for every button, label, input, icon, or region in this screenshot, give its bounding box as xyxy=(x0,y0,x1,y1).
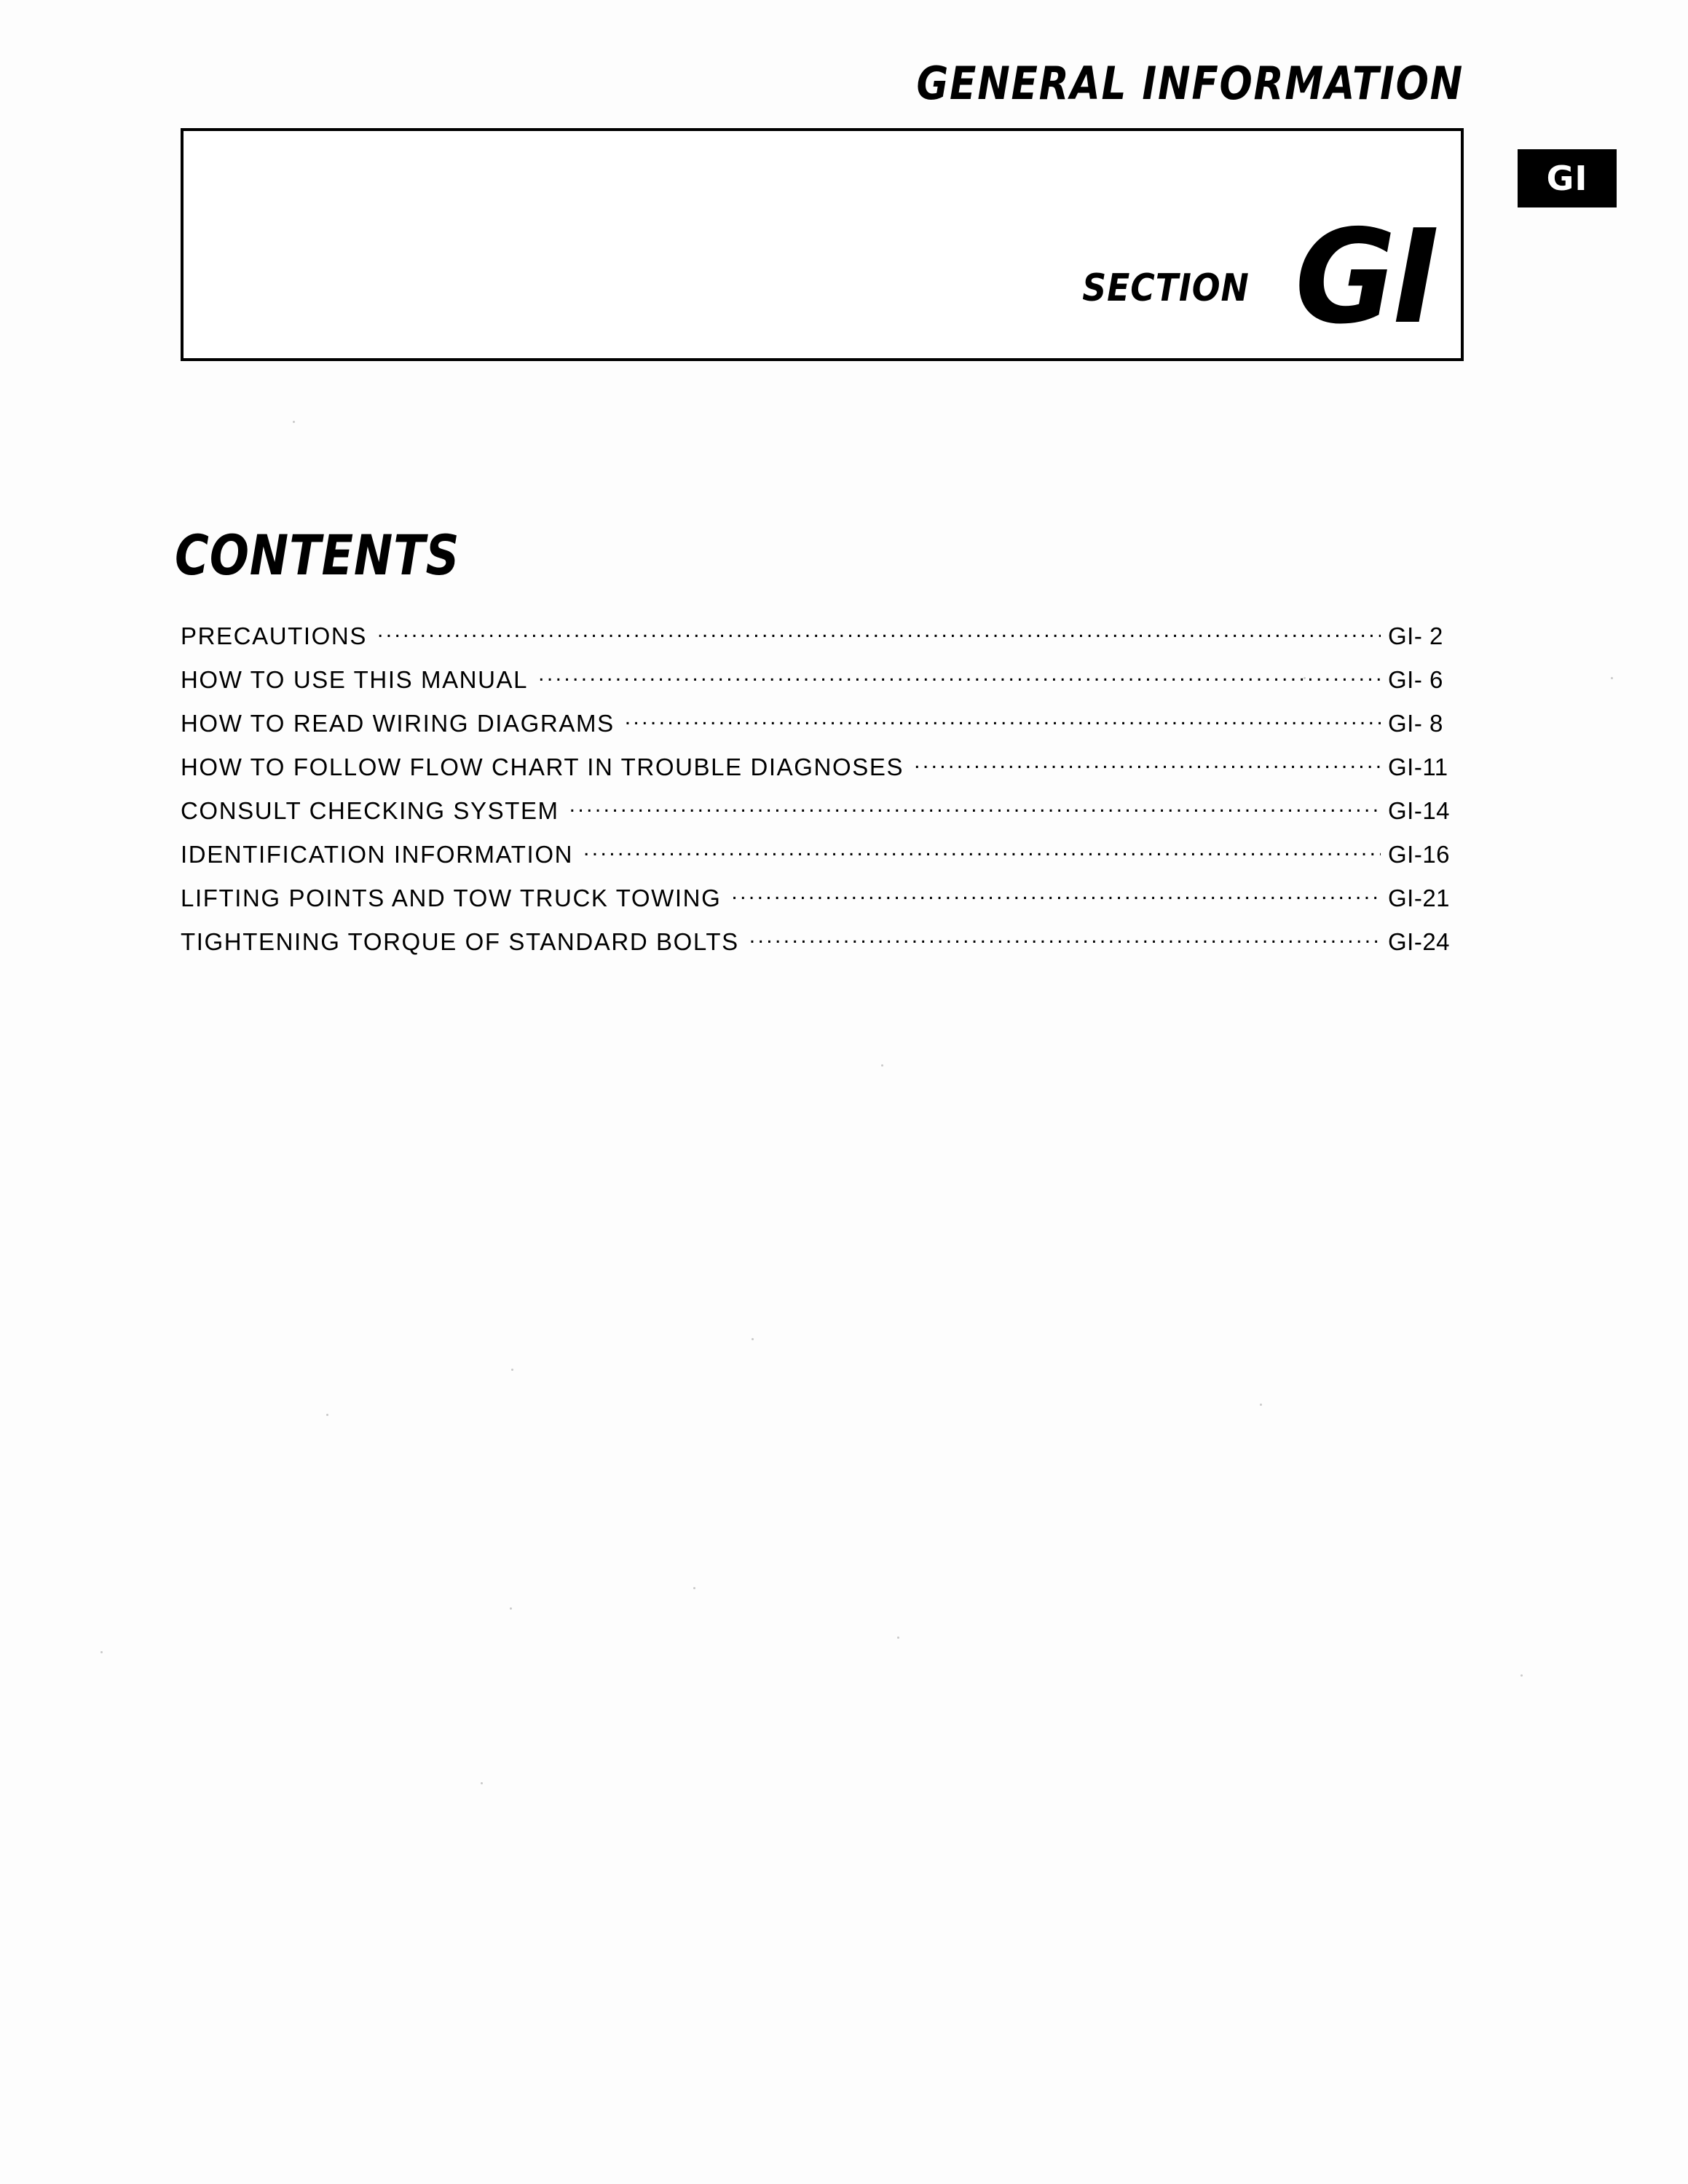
toc-leader-dots xyxy=(731,882,1381,906)
toc-entry[interactable] xyxy=(181,839,1464,882)
toc-entry-page: GI-14 xyxy=(1388,797,1451,824)
toc-entry-page: GI-11 xyxy=(1388,753,1448,780)
toc-entry-label: HOW TO FOLLOW FLOW CHART IN TROUBLE DIAGNOSES xyxy=(181,753,904,780)
toc-leader-dots xyxy=(583,839,1381,863)
toc-entry-label: PRECAUTIONS xyxy=(181,622,367,649)
scan-speck xyxy=(881,1064,883,1067)
toc-leader-dots xyxy=(377,620,1381,644)
toc-entry[interactable] xyxy=(181,620,1464,664)
toc-entry[interactable] xyxy=(181,664,1464,708)
toc-entry-page: GI- 8 xyxy=(1388,710,1443,737)
section-code-label: GI xyxy=(1294,202,1436,352)
scan-speck xyxy=(100,1651,103,1653)
toc-entry-label: HOW TO READ WIRING DIAGRAMS xyxy=(181,710,615,737)
section-tab-badge: GI xyxy=(1518,149,1617,207)
toc-leader-dots xyxy=(569,795,1381,819)
scan-speck xyxy=(752,1338,754,1340)
toc-entry-page: GI- 6 xyxy=(1388,666,1443,693)
toc-entry-page: GI- 2 xyxy=(1388,622,1443,649)
section-banner-box xyxy=(181,128,1464,361)
toc-leader-dots xyxy=(625,708,1381,732)
contents-heading: CONTENTS xyxy=(175,523,460,587)
toc-entry-label: IDENTIFICATION INFORMATION xyxy=(181,841,574,868)
scan-speck xyxy=(293,421,295,423)
scan-speck xyxy=(326,1414,328,1416)
toc-entry[interactable] xyxy=(181,751,1464,795)
toc-leader-dots xyxy=(914,751,1381,775)
section-word-label: SECTION xyxy=(1082,266,1250,310)
page-title: GENERAL INFORMATION xyxy=(916,57,1464,110)
toc-entry[interactable] xyxy=(181,795,1464,839)
toc-entry-label: HOW TO USE THIS MANUAL xyxy=(181,666,529,693)
scan-speck xyxy=(1611,677,1613,679)
toc-entry-label: TIGHTENING TORQUE OF STANDARD BOLTS xyxy=(181,928,739,955)
table-of-contents xyxy=(181,620,1464,970)
toc-entry[interactable] xyxy=(181,708,1464,751)
scan-speck xyxy=(693,1587,695,1589)
toc-entry[interactable] xyxy=(181,882,1464,926)
scan-speck xyxy=(1521,1674,1523,1677)
toc-entry-label: CONSULT CHECKING SYSTEM xyxy=(181,797,559,824)
toc-entry-page: GI-21 xyxy=(1388,885,1451,911)
scan-speck xyxy=(511,1369,513,1371)
scan-speck xyxy=(1260,1404,1262,1406)
scan-speck xyxy=(1304,677,1306,679)
toc-leader-dots xyxy=(538,664,1381,688)
scan-speck xyxy=(481,1782,483,1784)
toc-entry-label: LIFTING POINTS AND TOW TRUCK TOWING xyxy=(181,885,722,911)
toc-leader-dots xyxy=(749,926,1381,950)
toc-entry-page: GI-24 xyxy=(1388,928,1451,955)
toc-entry[interactable] xyxy=(181,926,1464,970)
scan-speck xyxy=(510,1607,512,1610)
toc-entry-page: GI-16 xyxy=(1388,841,1451,868)
scan-speck xyxy=(897,1637,899,1639)
